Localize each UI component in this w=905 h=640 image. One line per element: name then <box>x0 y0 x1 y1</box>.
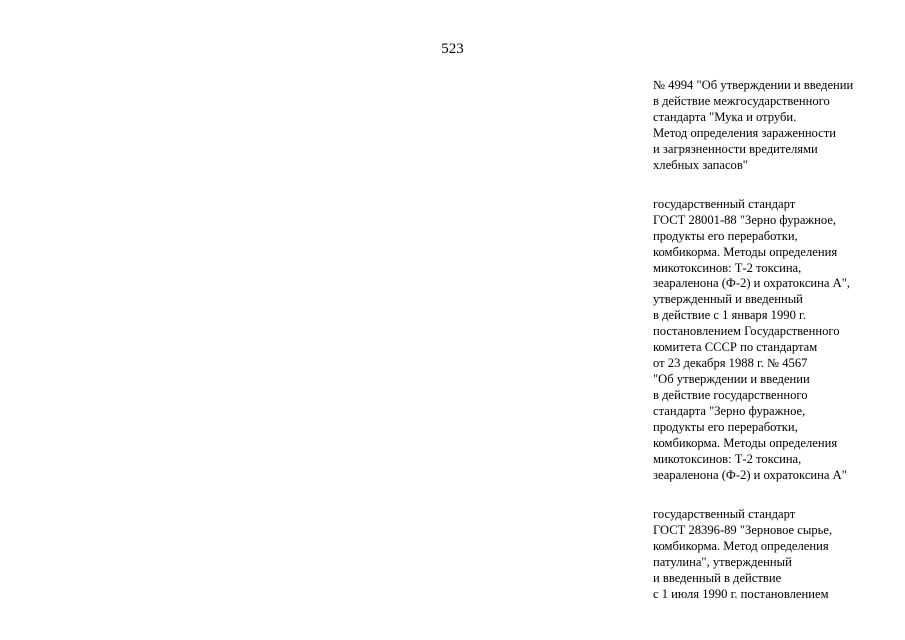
text-line: "Об утверждении и введении <box>653 372 810 387</box>
paragraph-gap <box>653 484 898 507</box>
text-line: зеараленона (Ф-2) и охратоксина А" <box>653 467 847 482</box>
text-line: Метод определения зараженности <box>653 125 836 140</box>
text-column <box>653 78 898 603</box>
page-number: 523 <box>441 41 464 57</box>
text-line: комитета СССР по стандартам <box>653 340 818 355</box>
text-line: продукты его переработки, <box>653 420 798 435</box>
text-line: микотоксинов: Т-2 токсина, <box>653 260 802 275</box>
paragraph-gost-28001-88 <box>653 197 898 484</box>
text-line: и введенный в действие <box>653 570 782 585</box>
text-line: комбикорма. Методы определения <box>653 244 838 259</box>
text-line: от 23 декабря 1988 г. № 4567 <box>653 356 808 371</box>
text-line: комбикорма. Методы определения <box>653 436 838 451</box>
text-line: ГОСТ 28396-89 "Зерновое сырье, <box>653 522 833 537</box>
text-line: ГОСТ 28001-88 "Зерно фуражное, <box>653 212 837 227</box>
text-line: и загрязненности вредителями <box>653 141 818 156</box>
text-line: зеараленона (Ф-2) и охратоксина А", <box>653 276 851 291</box>
text-line: государственный стандарт <box>653 506 796 521</box>
text-line: в действие межгосударственного <box>653 93 830 108</box>
text-line: микотоксинов: Т-2 токсина, <box>653 451 802 466</box>
text-line: хлебных запасов" <box>653 157 748 172</box>
text-line: в действие с 1 января 1990 г. <box>653 308 806 323</box>
paragraph-gost-28396-89 <box>653 507 898 603</box>
text-line: в действие государственного <box>653 388 808 403</box>
text-line: государственный стандарт <box>653 196 796 211</box>
text-line: патулина", утвержденный <box>653 554 792 569</box>
text-line: утвержденный и введенный <box>653 292 803 307</box>
text-line: постановлением Государственного <box>653 324 840 339</box>
text-line: продукты его переработки, <box>653 228 798 243</box>
text-line: № 4994 "Об утверждении и введении <box>653 78 854 92</box>
text-line: стандарта "Мука и отруби. <box>653 109 797 124</box>
paragraph-gap <box>653 174 898 197</box>
text-line: комбикорма. Метод определения <box>653 538 829 553</box>
text-line: стандарта "Зерно фуражное, <box>653 404 806 419</box>
text-line: с 1 июля 1990 г. постановлением <box>653 586 829 601</box>
paragraph-gost-flour-pests <box>653 78 898 174</box>
